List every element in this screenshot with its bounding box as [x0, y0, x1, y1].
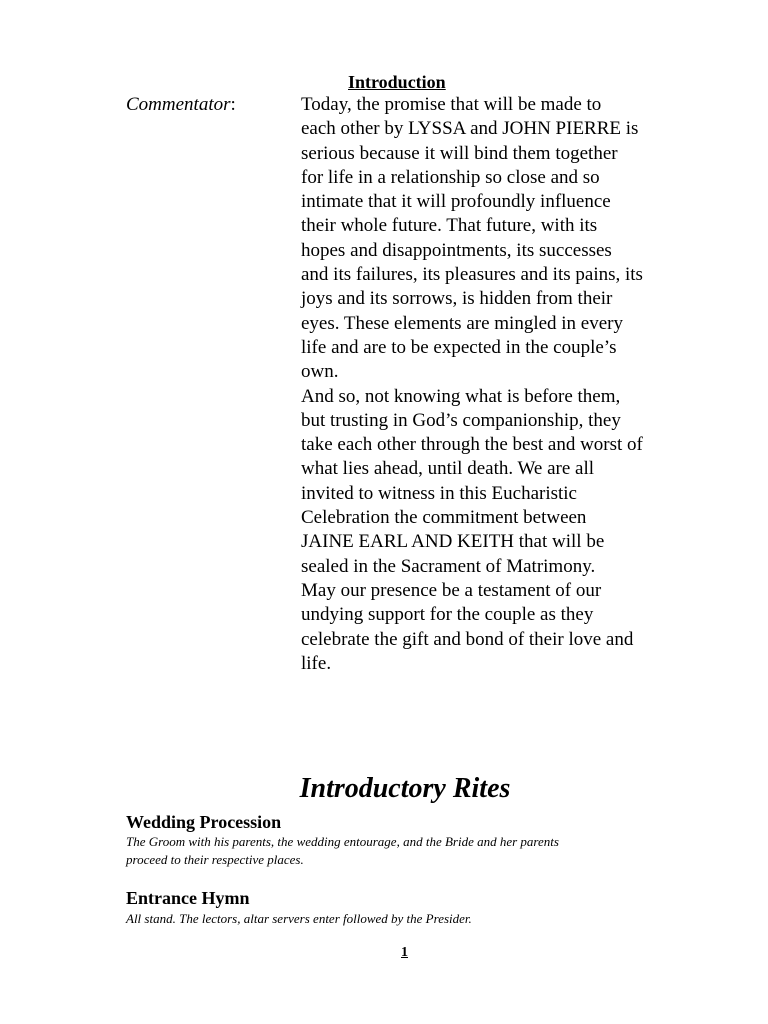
commentary-text [301, 93, 701, 676]
text-line: undying support for the couple as they [301, 604, 594, 626]
text-line: joys and its sorrows, is hidden from their [301, 288, 613, 310]
text-line: sealed in the Sacrament of Matrimony. [301, 555, 596, 577]
text-line: each other by LYSSA and JOHN PIERRE is [301, 118, 639, 140]
page-number: 1 [401, 945, 408, 960]
text-line: take each other through the best and worst of [301, 434, 643, 456]
introduction-heading: Introduction [348, 72, 446, 92]
text-line: intimate that it will profoundly influence [301, 191, 611, 213]
text-line: Celebration the commitment between [301, 507, 587, 529]
text-line: All stand. The lectors, altar servers enter followed by the Presider. [126, 911, 472, 926]
text-line: May our presence be a testament of our [301, 579, 602, 601]
entrance-hymn-heading: Entrance Hymn [126, 888, 250, 908]
text-line: their whole future. That future, with its [301, 215, 598, 237]
text-line: celebrate the gift and bond of their love and [301, 628, 634, 650]
text-line: for life in a relationship so close and so [301, 166, 600, 188]
text-line: And so, not knowing what is before them, [301, 385, 621, 407]
text-line: proceed to their respective places. [126, 851, 304, 867]
text-line: and its failures, its pleasures and its pains, its [301, 264, 643, 286]
text-line: life. [301, 652, 332, 674]
wedding-procession-rubric [126, 833, 686, 868]
text-line: serious because it will bind them together [301, 142, 618, 164]
text-line: life and are to be expected in the couple’s [301, 336, 617, 358]
speaker-colon: : [230, 94, 236, 115]
text-line: The Groom with his parents, the wedding entourage, and the Bride and her parents [126, 834, 559, 849]
speaker-name: Commentator [126, 94, 231, 115]
text-line: what lies ahead, until death. We are all [301, 458, 595, 480]
entrance-hymn-rubric [126, 910, 686, 928]
text-line: own. [301, 361, 339, 383]
speaker-label [126, 93, 236, 117]
introductory-rites-title: Introductory Rites [299, 773, 511, 804]
text-line: but trusting in God’s companionship, they [301, 409, 621, 431]
text-line: JAINE EARL AND KEITH that will be [301, 531, 605, 553]
text-line: hopes and disappointments, its successes [301, 239, 612, 261]
text-line: Today, the promise that will be made to [301, 94, 602, 115]
text-line: invited to witness in this Eucharistic [301, 482, 577, 504]
text-line: eyes. These elements are mingled in every [301, 312, 623, 334]
wedding-procession-heading: Wedding Procession [126, 812, 282, 832]
